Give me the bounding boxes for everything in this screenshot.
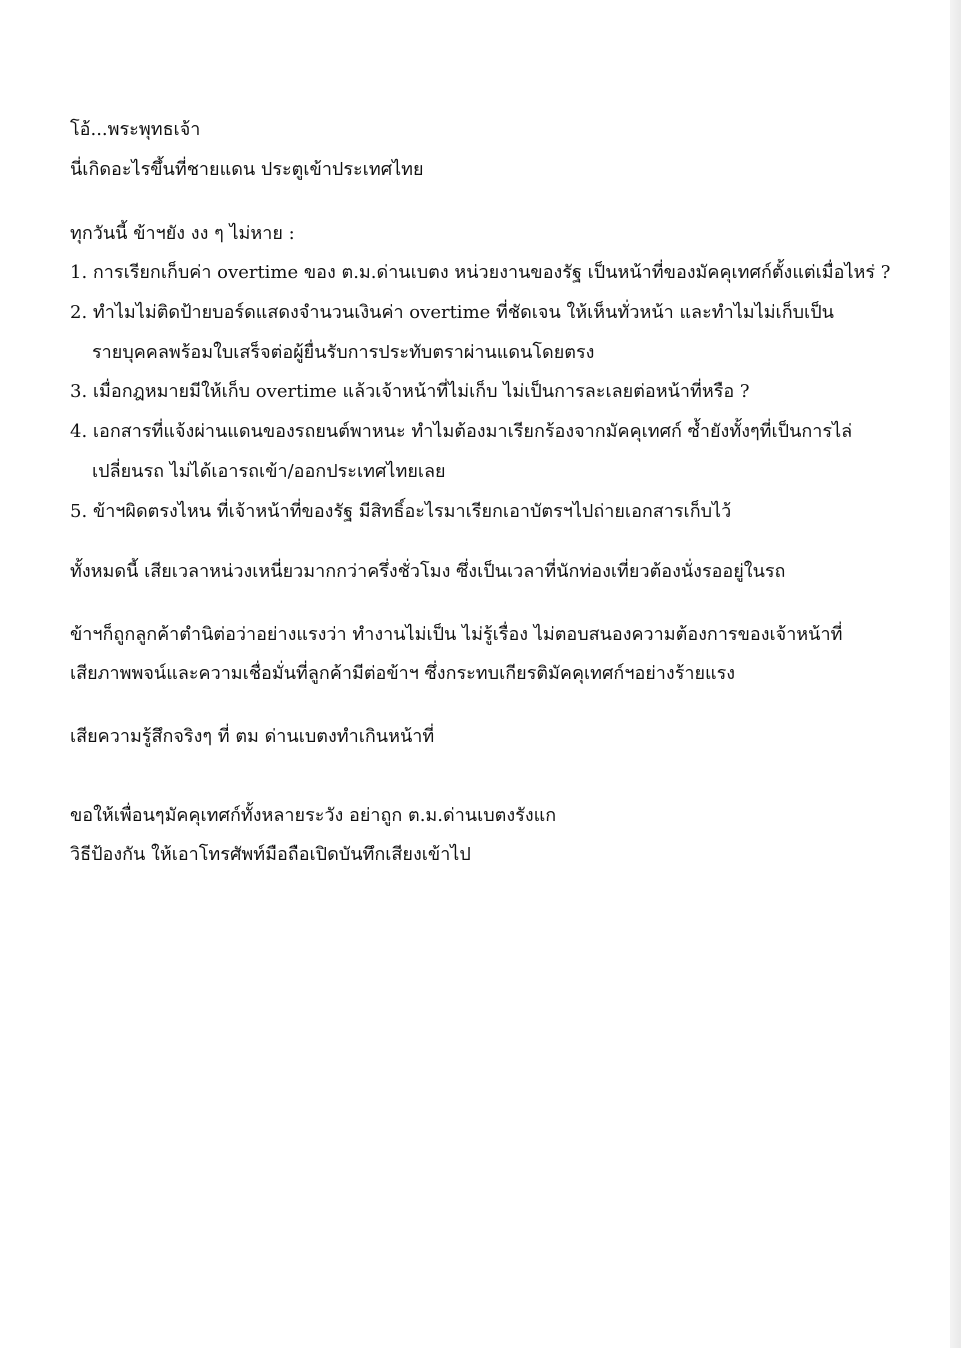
question-1: 1. การเรียกเก็บค่า overtime ของ ต.ม.ด่านเบตง หน่วยงานของรัฐ เป็นหน้าที่ของมัคคุเทศก์ตั้งแต่เมื่อไหร่ ? <box>70 262 891 283</box>
paragraph-feeling: เสียความรู้สึกจริงๆ ที่ ตม ด่านเบตงทำเกินหน้าที่ <box>70 726 435 747</box>
paragraph-time-wasted: ทั้งหมดนี้ เสียเวลาหน่วงเหนี่ยวมากกว่าครึ่งชั่วโมง ซึ่งเป็นเวลาที่นักท่องเที่ยวต้องนั่งรออยู่ในรถ <box>70 561 786 582</box>
paragraph-customer-line-1: ข้าฯก็ถูกลูกค้าตำนิต่อว่าอย่างแรงว่า ทำงานไม่เป็น ไม่รู้เรื่อง ไม่ตอบสนองความต้องการของเจ้าหน้าที่ <box>70 624 843 645</box>
intro-line: ทุกวันนี้ ข้าฯยัง งง ๆ ไม่หาย : <box>70 223 295 244</box>
greeting-line-2: นี่เกิดอะไรขึ้นที่ชายแดน ประตูเข้าประเทศไทย <box>70 159 424 180</box>
closing-line-2: วิธีป้องกัน ให้เอาโทรศัพท์มือถือเปิดบันทึกเสียงเข้าไป <box>70 844 471 865</box>
question-3: 3. เมื่อกฎหมายมีให้เก็บ overtime แล้วเจ้าหน้าที่ไม่เก็บ ไม่เป็นการละเลยต่อหน้าที่หรือ ? <box>70 381 750 402</box>
question-4-continued: เปลี่ยนรถ ไม่ได้เอารถเข้า/ออกประเทศไทยเลย <box>92 461 446 482</box>
greeting-line-1: โอ้...พระพุทธเจ้า <box>70 119 201 140</box>
paragraph-customer-line-2: เสียภาพพจน์และความเชื่อมั่นที่ลูกค้ามีต่อข้าฯ ซึ่งกระทบเกียรติมัคคุเทศก์ฯอย่างร้ายแรง <box>70 663 736 684</box>
page-edge-shadow <box>950 0 961 1348</box>
question-2-continued: รายบุคคลพร้อมใบเสร็จต่อผู้ยื่นรับการประทับตราผ่านแดนโดยตรง <box>92 342 595 363</box>
closing-line-1: ขอให้เพื่อนๆมัคคุเทศก์ทั้งหลายระวัง อย่าถูก ต.ม.ด่านเบตงรังแก <box>70 805 557 826</box>
question-5: 5. ข้าฯผิดตรงไหน ที่เจ้าหน้าที่ของรัฐ มีสิทธิ์อะไรมาเรียกเอาบัตรฯไปถ่ายเอกสารเก็บไว้ <box>70 501 732 522</box>
question-4: 4. เอกสารที่แจ้งผ่านแดนของรถยนต์พาหนะ ทำไมต้องมาเรียกร้องจากมัคคุเทศก์ ซ้ำยังทั้งๆที่เป็นการไล่ <box>70 421 853 442</box>
question-2: 2. ทำไมไม่ติดป้ายบอร์ดแสดงจำนวนเงินค่า overtime ที่ชัดเจน ให้เห็นทั่วหน้า และทำไมไม่เก็บเป็น <box>70 302 834 323</box>
